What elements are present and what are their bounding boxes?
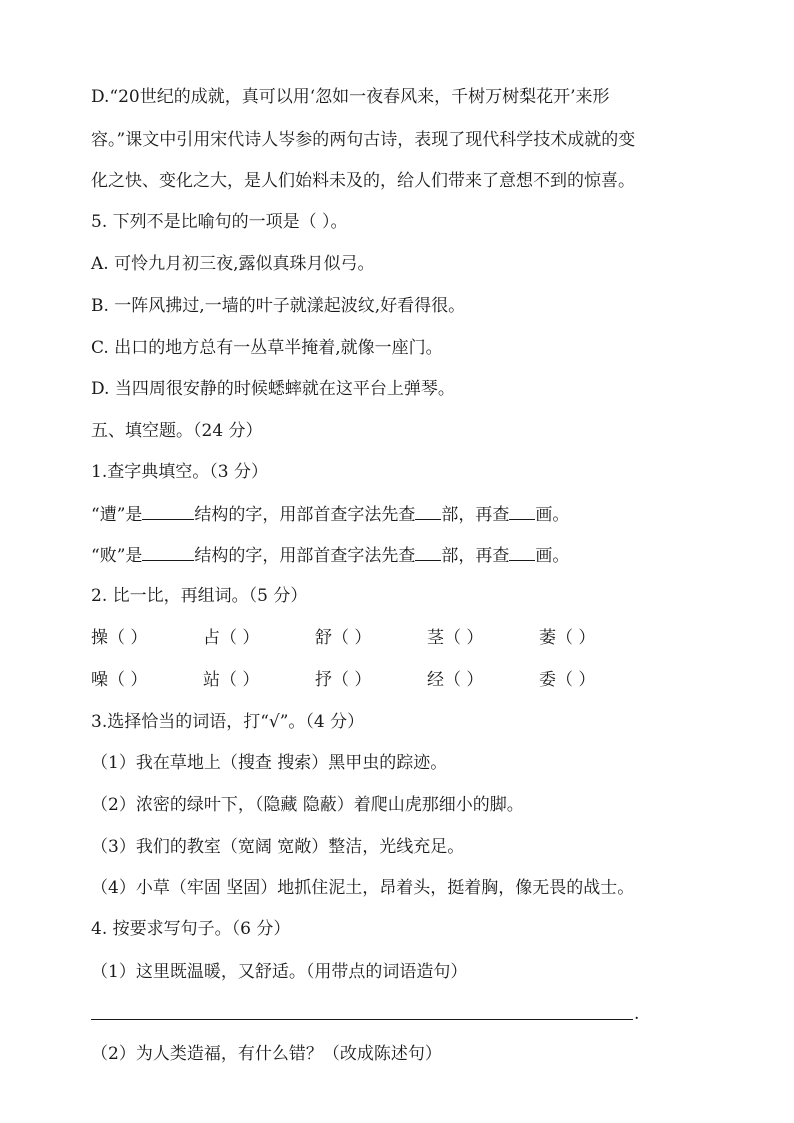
fill3-item-2[interactable]: （2）浓密的绿叶下，（隐藏 隐蔽）着爬山虎那细小的脚。 [91,795,524,815]
fill1-row1-part-d: 画。 [535,505,570,525]
fill1-title: 1.查字典填空。（3 分） [91,462,268,482]
fill2-title: 2. 比一比，再组词。（5 分） [91,586,308,606]
fill3-item-3[interactable]: （3）我们的教室（宽阔 宽敞）整洁，光线充足。 [91,837,465,857]
fill2-word-wei[interactable]: 萎（ ） [539,628,596,648]
fill1-row-2 [91,544,569,567]
fill2-word-wei-entrust[interactable]: 委（ ） [539,670,596,690]
q4-option-d-line-3: 化之快、变化之大，是人们始料未及的，给人们带来了意想不到的惊喜。 [91,171,635,191]
fill2-word-jing-pass[interactable]: 经（ ） [427,670,484,690]
q5-stem: 5. 下列不是比喻句的一项是（ ）。 [91,212,348,232]
fill1-row1-part-a: “遭”是 [91,505,143,525]
fill2-word-jing[interactable]: 茎（ ） [427,628,484,648]
fill1-row1-blank-radical[interactable] [415,503,441,520]
q4-option-d-line-1: D.“20世纪的成就，真可以用‘忽如一夜春风来，千树万树梨花开’来形 [91,87,610,107]
fill1-row-1 [91,503,569,526]
fill4-item-2: （2）为人类造福，有什么错？（改成陈述句） [91,1044,442,1064]
fill1-row2-part-b: 结构的字，用部首查字法先查 [194,546,416,566]
q5-option-a: A. 可怜九月初三夜,露似真珠月似弓。 [91,254,375,274]
q5-option-b: B. 一阵风拂过,一墙的叶子就漾起波纹,好看得很。 [91,296,466,316]
fill2-word-zhan[interactable]: 占（ ） [203,628,260,648]
q5-option-c: C. 出口的地方总有一丛草半掩着,就像一座门。 [91,338,443,358]
fill1-row1-blank-structure[interactable] [142,503,194,520]
q4-option-d-line-2: 容。”课文中引用宋代诗人岑参的两句古诗，表现了现代科学技术成就的变 [91,130,636,150]
fill3-title: 3.选择恰当的词语，打“√”。（4 分） [91,712,365,732]
fill1-row2-part-c: 部，再查 [441,546,510,566]
q5-option-d: D. 当四周很安静的时候蟋蟀就在这平台上弹琴。 [91,379,455,399]
fill2-word-cao[interactable]: 操（ ） [91,628,148,648]
fill2-word-shu-express[interactable]: 抒（ ） [315,670,372,690]
fill1-row2-blank-strokes[interactable] [509,544,535,561]
fill1-row2-blank-structure[interactable] [142,544,194,561]
fill1-row1-part-b: 结构的字，用部首查字法先查 [194,505,416,525]
fill1-row2-part-d: 画。 [535,546,570,566]
fill4-item1-answer-end: . [634,1004,640,1024]
fill4-item-1: （1）这里既温暖，又舒适。（用带点的词语造句） [91,962,468,982]
fill4-title: 4. 按要求写句子。（6 分） [91,919,291,939]
fill2-word-shu[interactable]: 舒（ ） [315,628,372,648]
fill1-row1-blank-strokes[interactable] [509,503,535,520]
fill2-word-zhan-stand[interactable]: 站（ ） [203,670,260,690]
fill1-row1-part-c: 部，再查 [441,505,510,525]
fill3-item-4[interactable]: （4）小草（牢固 坚固）地抓住泥土，昂着头，挺着胸，像无畏的战士。 [91,878,635,898]
fill3-item-1[interactable]: （1）我在草地上（搜查 搜索）黑甲虫的踪迹。 [91,753,448,773]
fill2-word-zao[interactable]: 噪（ ） [91,670,148,690]
fill4-item1-answer-line[interactable] [91,1019,633,1020]
section-5-title: 五、填空题。（24 分） [91,421,263,441]
fill1-row2-blank-radical[interactable] [415,544,441,561]
fill1-row2-part-a: “败”是 [91,546,143,566]
